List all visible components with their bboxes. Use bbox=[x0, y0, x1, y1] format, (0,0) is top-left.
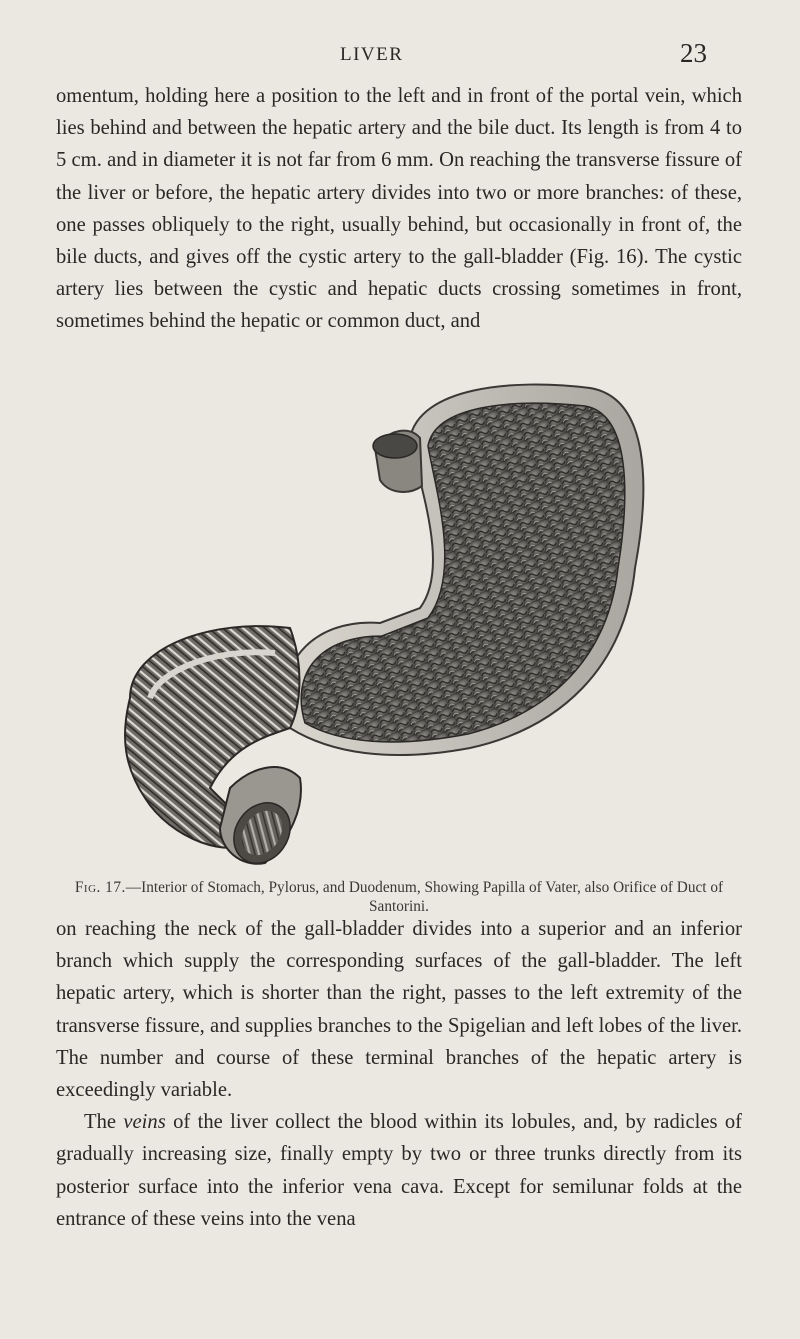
figure-caption bbox=[56, 878, 742, 916]
paragraph-continuation: on reaching the neck of the gall-bladder divides into a superior and an inferior branch which supply the corresponding surfaces of the gall-bladder. The left hepatic artery, which is shorter than the right, passes to the left extremity of the transverse fissure, and supplies branches to the Spigelian and left lobes of the liver. The number and course of these terminal branches of the hepatic artery is exceedingly variable. bbox=[56, 918, 742, 1102]
stomach-illustration bbox=[90, 368, 690, 878]
figure-caption-text: —Interior of Stomach, Pylorus, and Duodenum, Showing Papilla of Vater, also Orifice of Duct of Santorini. bbox=[125, 879, 724, 915]
figure-label: Fig. 17. bbox=[74, 879, 126, 896]
page-header bbox=[0, 38, 800, 78]
running-head: LIVER bbox=[340, 44, 404, 65]
veins-text: of the liver collect the blood within its lobules, and, by radicles of gradually increasing size, finally empty by two or three trunks directly from its posterior surface into the inferior vena cava. Except for semilunar folds at the entrance of these veins into the vena bbox=[56, 1111, 743, 1230]
paragraph-bottom bbox=[56, 913, 742, 1235]
veins-intro: The bbox=[84, 1111, 124, 1134]
paragraph-veins bbox=[56, 1106, 742, 1235]
paragraph-top: omentum, holding here a position to the left and in front of the portal vein, which lies behind and between the hepatic artery and the bile duct. Its length is from 4 to 5 cm. and in diameter it is not far from 6 mm. On reaching the transverse fissure of the liver or before, the hepatic artery divides into two or more branches: of these, one passes obliquely to the right, usually behind, but occasionally in front of, the bile ducts, and gives off the cystic artery to the gall-bladder (Fig. 16). The cystic artery lies between the cystic and hepatic ducts crossing sometimes in front, sometimes behind the hepatic or common duct, and bbox=[56, 85, 742, 333]
veins-term: veins bbox=[123, 1111, 166, 1134]
page-number: 23 bbox=[680, 38, 707, 68]
